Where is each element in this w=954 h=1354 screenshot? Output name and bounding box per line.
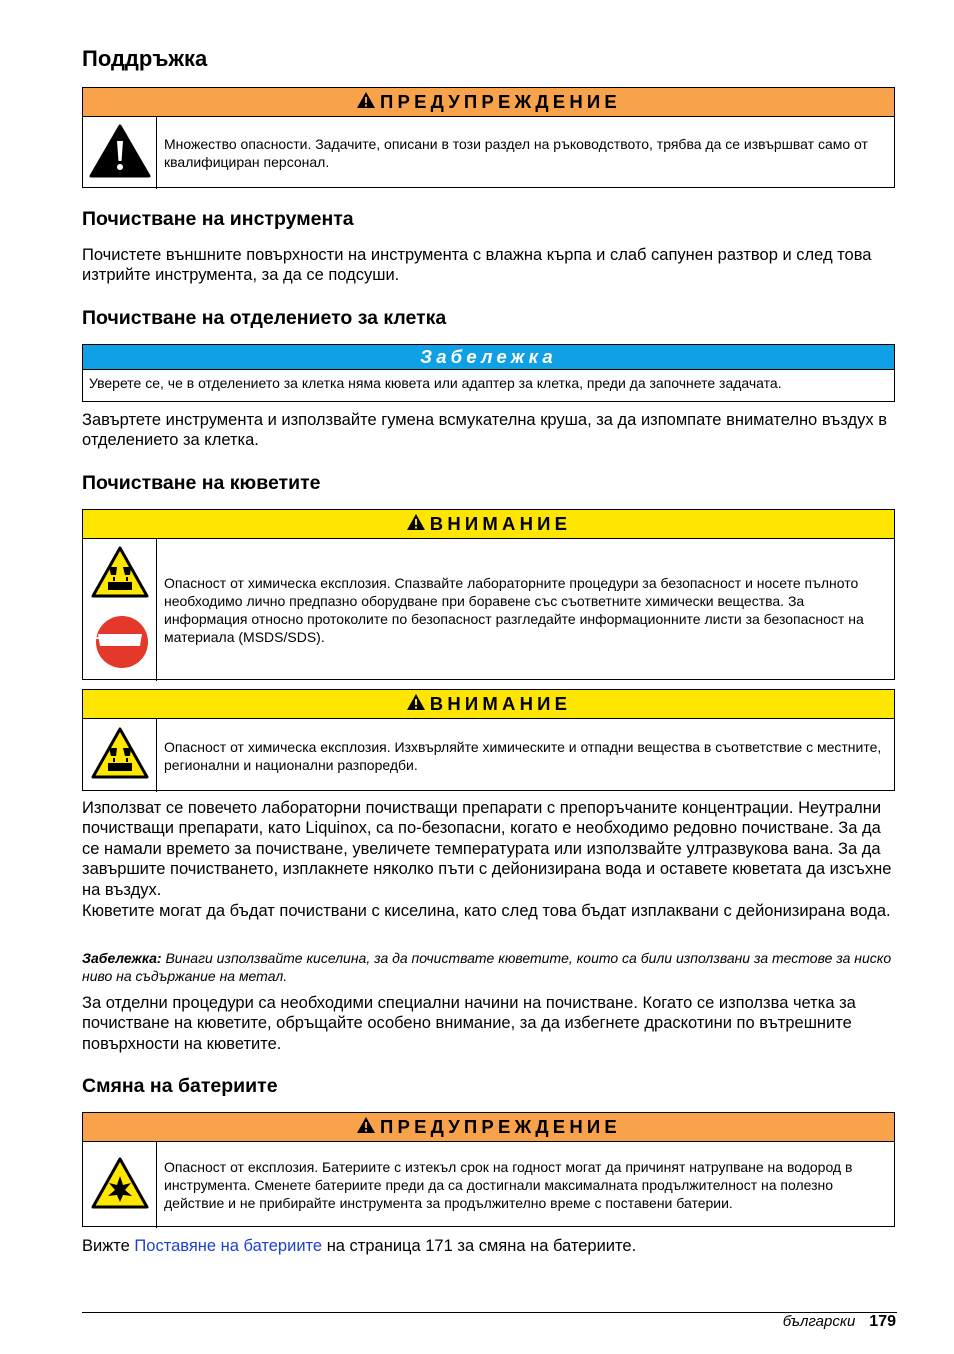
general-hazard-icon [89, 123, 151, 184]
face-shield-icon [92, 614, 148, 675]
brush-cleaning-text: За отделни процедури са необходими специални начини на почистване. Когато се използва четка за почистване на кюветите, обръщайте особено внимание, за да избегнете драскотини по вътрешните повърхности на кюветите. [82, 994, 856, 1053]
warning-header [83, 88, 894, 117]
chemical-hazard-icon [90, 545, 150, 604]
warning-text: Множество опасности. Задачите, описани в този раздел на ръководството, трябва да се извършват само от квалифициран персонал. [164, 136, 868, 170]
warning-triangle-icon [356, 89, 376, 117]
icon-column [83, 719, 157, 792]
warning-label: ПРЕДУПРЕЖДЕНИЕ [380, 1116, 621, 1137]
acid-cleaning-text: Кюветите могат да бъдат почиствани с киселина, като след това бъдат изплаквани с дейонизирана вода. [82, 902, 891, 920]
icon-column [83, 1142, 157, 1228]
caution-text: Опасност от химическа експлозия. Спазвайте лабораторните процедури за безопасност и носете пълното необходимо лично предпазно оборудване при боравене със съответните химически вещества. За информация относно протоколите по безопасност разгледайте информационните листи за безопасност на материала (MSDS/SDS). [164, 575, 864, 645]
warning-triangle-icon [406, 691, 426, 719]
section-heading-instrument: Почистване на инструмента [82, 208, 354, 230]
caution-header [83, 690, 894, 719]
caution-label: ВНИМАНИЕ [429, 693, 572, 714]
caution-text: Опасност от химическа експлозия. Изхвърляйте химическите и отпадни вещества в съответствие с местните, регионални и национални разпоредби. [164, 738, 882, 773]
icon-column [83, 539, 157, 681]
section-heading-cell-compartment: Почистване на отделението за клетка [82, 307, 447, 329]
battery-installation-link[interactable]: Поставяне на батериите [134, 1237, 323, 1255]
caution-box [82, 509, 895, 680]
explosion-hazard-icon [90, 1156, 150, 1215]
chemical-hazard-icon [90, 726, 150, 785]
note-header: Забележка [83, 345, 894, 370]
caution-header [83, 510, 894, 539]
section-heading-cuvettes: Почистване на кюветите [82, 472, 321, 494]
instrument-cleaning-text: Почистете външните повърхности на инструмента с влажна кърпа и слаб сапунен разтвор и след това изтрийте инструмента, за да се подсуши. [82, 246, 872, 285]
warning-text: Опасност от експлозия. Батериите с изтекъл срок на годност могат да причинят натрупване на водород в инструмента. Сменете батериите преди да са достигнали максималната продължителност на полезно действие и не прибирайте инструмента за продължително време с поставени батерии. [164, 1159, 853, 1211]
reference-suffix: на страница 171 за смяна на батериите. [326, 1237, 637, 1255]
reference-prefix: Вижте [82, 1237, 130, 1255]
note-box [82, 344, 895, 402]
icon-column [83, 117, 157, 189]
caution-label: ВНИМАНИЕ [429, 513, 572, 534]
section-heading-batteries: Смяна на батериите [82, 1075, 278, 1097]
inline-note [82, 949, 897, 985]
caution-box [82, 689, 895, 791]
warning-triangle-icon [406, 511, 426, 539]
warning-box [82, 1112, 895, 1227]
inline-note-label: Забележка: [82, 950, 162, 966]
cell-compartment-text: Завъртете инструмента и използвайте гумена всмукателна круша, за да изпомпате внимателно въздух в отделението за клетка. [82, 411, 888, 450]
warning-triangle-icon [356, 1114, 376, 1142]
page-number: 179 [869, 1313, 896, 1330]
footer-divider [82, 1312, 897, 1313]
footer-language: български [782, 1313, 856, 1330]
note-text: Уверете се, че в отделението за клетка няма кювета или адаптер за клетка, преди да започнете задачата. [89, 375, 782, 391]
inline-note-text: Винаги използвайте киселина, за да почиствате кюветите, които са били използвани за тестове за ниско ниво на съдържание на метал. [82, 950, 892, 984]
warning-label: ПРЕДУПРЕЖДЕНИЕ [380, 91, 621, 112]
warning-box [82, 87, 895, 188]
battery-reference [82, 1236, 897, 1256]
warning-header [83, 1113, 894, 1142]
footer [783, 1313, 896, 1331]
cuvette-cleaning-text: Използват се повечето лабораторни почистващи препарати с препоръчаните концентрации. Неутрални почистващи препарати, като Liquinox, са по-безопасни, когато е необходимо редовно почистване. За да се намали времето за почистване, увеличете температурата или използвайте ултразвукова вана. За да завършите почистването, изплакнете няколко пъти с дейонизирана вода и оставете кюветата да изсъхне на въздух. [82, 799, 892, 899]
page-title: Поддръжка [82, 46, 208, 71]
